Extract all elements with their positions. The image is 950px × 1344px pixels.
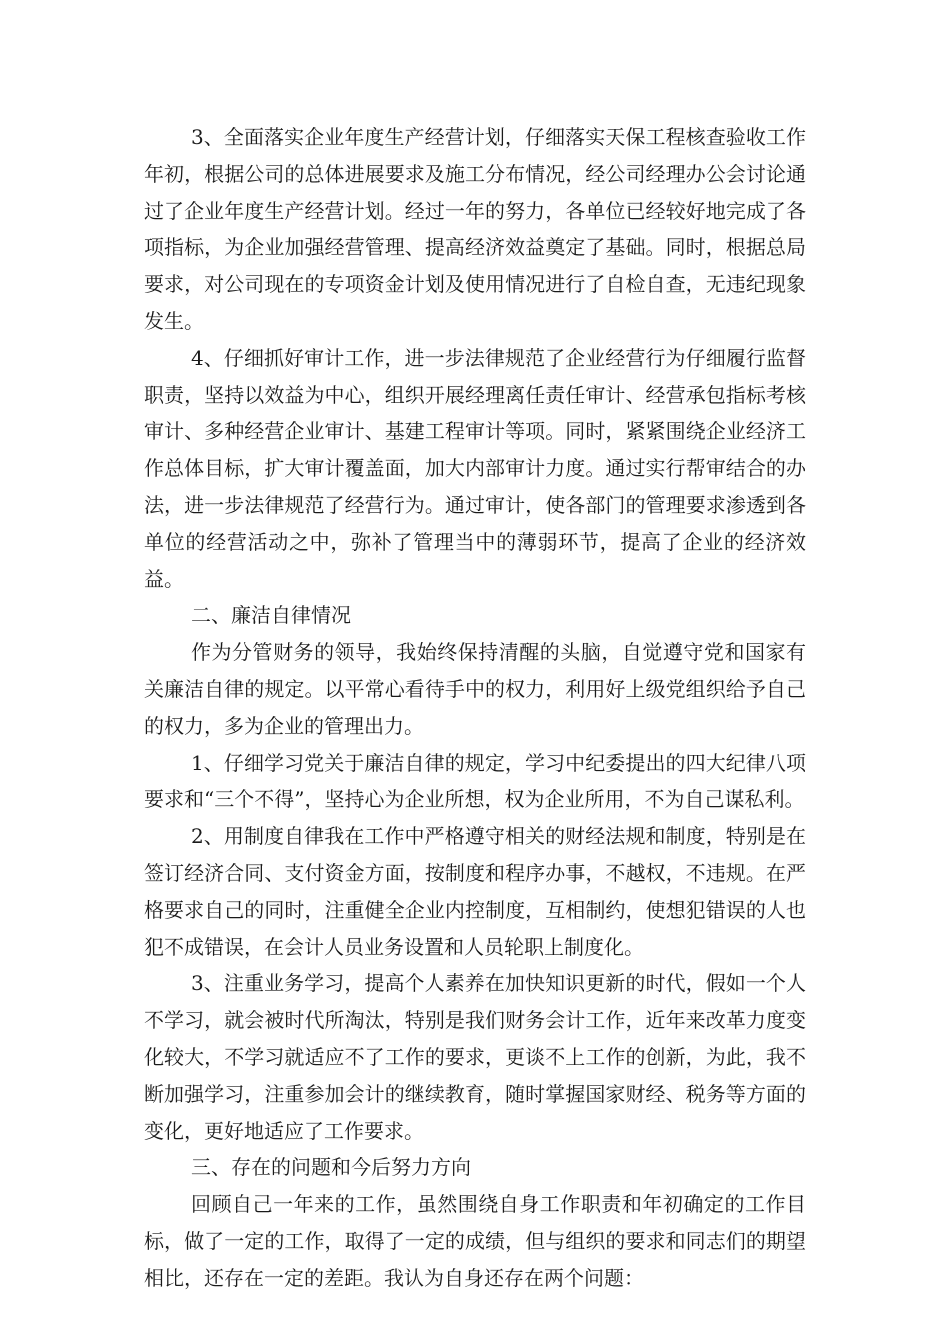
section-heading-integrity: 二、廉洁自律情况 (191, 603, 351, 628)
section-heading-problems: 三、存在的问题和今后努力方向 (191, 1155, 471, 1180)
paragraph-audit-work: 4、仔细抓好审计工作，进一步法律规范了企业经营行为仔细履行监督职责，坚持以效益为中心，组织开展经理离任责任审计、经营承包指标考核审计、多种经营企业审计、基建工程审计等项。同时，紧紧围绕企业经济工作总体目标，扩大审计覆盖面，加大内部审计力度。通过实行帮审结合的办法，进一步法律规范了经营行为。通过审计，使各部门的管理要求渗透到各单位的经营活动之中，弥补了管理当中的薄弱环节，提高了企业的经济效益。 (144, 345, 806, 591)
paragraph-study-rules: 1、仔细学习党关于廉洁自律的规定，学习中纪委提出的四大纪律八项要求和“三个不得”，坚持心为企业所想，权为企业所用，不为自己谋私利。 (144, 750, 806, 812)
paragraph-review: 回顾自己一年来的工作，虽然围绕自身工作职责和年初确定的工作目标，做了一定的工作，取得了一定的成绩，但与组织的要求和同志们的期望相比，还存在一定的差距。我认为自身还存在两个问题： (144, 1192, 806, 1290)
paragraph-professional-study: 3、注重业务学习，提高个人素养在加快知识更新的时代，假如一个人不学习，就会被时代所淘汰，特别是我们财务会计工作，近年来改革力度变化较大，不学习就适应不了工作的要求，更谈不上工作的创新，为此，我不断加强学习，注重参加会计的继续教育，随时掌握国家财经、税务等方面的变化，更好地适应了工作要求。 (144, 971, 806, 1143)
paragraph-production-plan: 3、全面落实企业年度生产经营计划，仔细落实天保工程核查验收工作年初，根据公司的总体进展要求及施工分布情况，经公司经理办公会讨论通过了企业年度生产经营计划。经过一年的努力，各单位已经较好地完成了各项指标，为企业加强经营管理、提高经济效益奠定了基础。同时，根据总局要求，对公司现在的专项资金计划及使用情况进行了自检自查，无违纪现象发生。 (144, 125, 806, 333)
paragraph-integrity-intro: 作为分管财务的领导，我始终保持清醒的头脑，自觉遵守党和国家有关廉洁自律的规定。以平常心看待手中的权力，利用好上级党组织给予自己的权力，多为企业的管理出力。 (144, 640, 806, 738)
document-body (144, 119, 806, 1297)
paragraph-institutional-discipline: 2、用制度自律我在工作中严格遵守相关的财经法规和制度，特别是在签订经济合同、支付资金方面，按制度和程序办事，不越权，不违规。在严格要求自己的同时，注重健全企业内控制度，互相制约，使想犯错误的人也犯不成错误，在会计人员业务设置和人员轮职上制度化。 (144, 824, 806, 959)
